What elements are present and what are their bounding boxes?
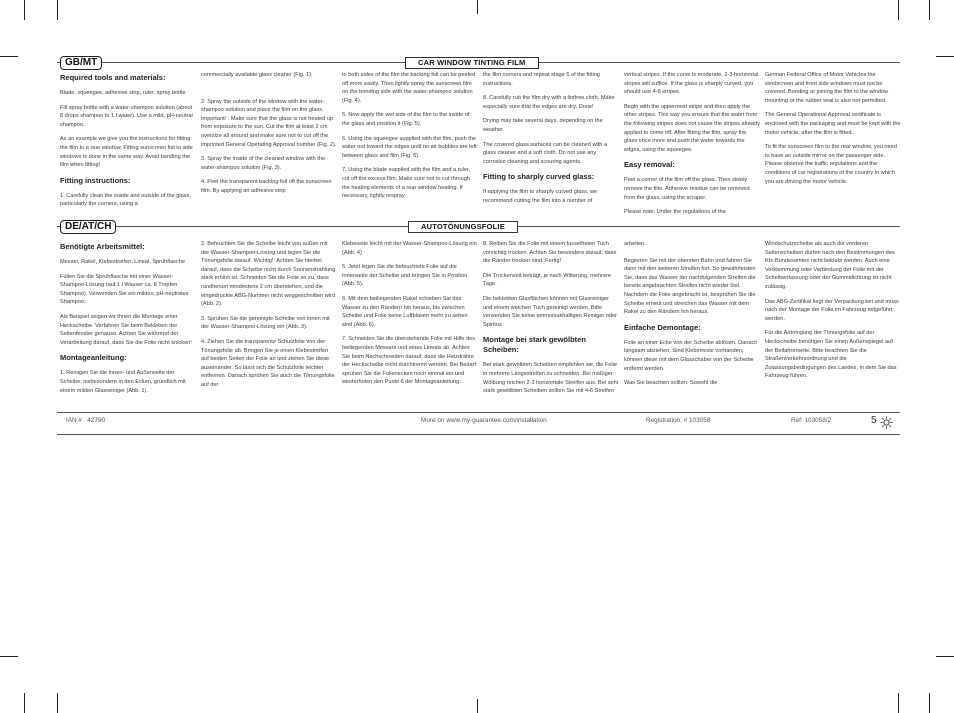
paragraph: If applying the film to sharply curved glass, we recommend cutting the film into a number of	[483, 189, 598, 204]
paragraph: 5. Jetzt legen Sie die befeuchtete Folie auf die Innenseite der Scheibe und bringen Sie in Position (Abb. 5).	[342, 264, 468, 288]
paragraph: 2. Spray the outside of the window with the water-shampoo solution and place the film on the glass. Important! : Make sure that the glass is not heated up from exposure to the sun. Cut the film at least 2 cm oversize all around and make sure not to cut off the imprinted General Operating Approval number (Fig. 2).	[201, 98, 337, 148]
paragraph: Das ABG-Zertifikat liegt der Verpackung bei und muss nach der Montage der Folie im Fahrzeug mitgeführt werden.	[765, 298, 899, 322]
en-column-4	[483, 71, 619, 217]
sun-icon	[880, 416, 893, 434]
paragraph: 2. Befeuchten Sie die Scheibe leicht von außen mit der Wasser-Shampoo-Lösung und legen Sie die Tönungsfolie darauf. Wichtig!: Achten Sie hierbei darauf, dass die Scheibe nicht durch Sonnenstrahlung stark erhitzt ist. Schneiden Sie die Folie so zu, dass rundherum mindestens 2 cm überstehen, und die eingedruckte ABG-Nummer nicht weggeschnitten wird (Abb. 2).	[201, 241, 336, 308]
paragraph: 7. Using the blade supplied with the film and a ruler, cut off the excess film. Make sure not to cut through the heating elements of a rear window heating. If necessary, lightly respray	[342, 167, 471, 200]
paragraph: 3. Sprühen Sie die gereinigte Scheibe von innen mit der Wasser-Shampoo-Lösung ein (Abb. 3).	[201, 315, 330, 331]
footer-rule-bottom	[57, 434, 900, 435]
paragraph: Windschutzscheibe als auch die vorderen Seitenscheiben dürfen nach den Bestimmungen des Kfz-Bundesamtes nicht beklebt werden. Auch eine Verklemmung oder Verbindung der Folie mit der Scheibenfassung oder der Gummidichtung ist nicht zulässig.	[765, 241, 895, 290]
heading-removal: Einfache Demontage:	[624, 322, 701, 332]
crop-mark	[929, 0, 930, 20]
paragraph: 8. Reiben Sie die Folie mit einem fusselfreien Tuch vorsichtig trocken. Achten Sie besonders darauf, dass die Ränder trocken sind. Fertig!	[483, 241, 617, 265]
heading-fitting: Montageanleitung:	[60, 353, 127, 363]
paragraph: 6. Using the squeegee supplied with the film, push the water out toward the edges until no air bubbles are left between glass and film (Fig. 6).	[342, 135, 477, 159]
heading-removal: Easy removal:	[624, 160, 675, 170]
paragraph: to both sides of the film the backing foil can be peeled off more easily. Then lightly spray the sunscreen film on the bonding side with the water-shampoo solution (Fig. 4).	[342, 72, 476, 104]
crop-mark	[57, 693, 58, 713]
paragraph: 1. Reinigen Sie die Innen- und Außenseite der Scheibe, insbesondere in den Ecken, gründlich mit einem milden Glasreiniger (Abb. 1).	[60, 370, 186, 394]
de-column-1	[60, 240, 196, 408]
paragraph: The covered glass surfaces can be cleaned with a glass cleaner and a soft cloth. Do not use any corrosive cleaning and scouring agents.	[483, 141, 608, 165]
paragraph: German Federal Office of Motor Vehicles the windscreen and front side windows must not be covered. Bonding or joining the film to the window mounting or the rubber seal is also not permitted.	[765, 72, 889, 104]
paragraph: Die Trockenzeit beträgt, je nach Witterung, mehrere Tage.	[483, 272, 612, 288]
paragraph: Folie an einer Ecke von der Scheibe ablösen. Danach langsam abziehen. Sind Kleberreste vorhanden, können diese mit dem Glasschaber von der Scheibe entfernt werden.	[624, 339, 758, 372]
de-column-6	[765, 240, 901, 408]
paragraph: 8. Carefully rub the film dry with a lintfree cloth. Make especially sure that the edges are dry. Done!	[483, 95, 615, 110]
crop-mark	[57, 0, 58, 20]
de-column-2	[201, 240, 337, 408]
language-badge-en: GB/MT	[60, 56, 102, 70]
heading-tools: Benötigte Arbeitsmittel:	[60, 242, 145, 251]
paragraph: Fill spray bottle with a water-shampoo solution (about 8 drops shampoo to 1 l water). Use a mild, pH-neutral shampoo.	[60, 104, 193, 128]
paragraph: Beginnen Sie mit der obersten Bahn und fahren Sie dann mit den weiteren Streifen fort. So gewährleisten Sie, dass das Wasser der nachfolgenden Streifen die bereits angebrachten Streifen nicht wieder löst. Nachdem die Folie angebracht ist, besprühen Sie die Scheibe erneut und streichen das Wasser mit dem Rakel zu den Rändern hin heraus.	[624, 257, 756, 316]
section-title-de: AUTOTÖNUNGSFOLIE	[408, 221, 518, 233]
language-badge-de: DE/AT/CH	[60, 220, 116, 234]
paragraph: Blade, squeegee, adhesive strip, ruler, spray bottle	[60, 90, 186, 96]
reference-number: Ref: 103058/2	[791, 417, 832, 424]
paragraph: 5. Now apply the wet side of the film to the inside of the glass and position it (Fig. 5).	[342, 112, 470, 127]
en-column-1	[60, 71, 196, 217]
en-column-3	[342, 71, 478, 217]
paragraph: 4. Ziehen Sie die transparente Schutzfolie von der Tönungsfolie ab. Bringen Sie je einen Klebestreifen auf beiden Seiten der Folie an und ziehen Sie diese auseinander. So lässt sich die Schutzfolie leichter entfernen. Danach sprühen Sie auch die Tönungsfolie auf der	[201, 338, 335, 388]
paragraph: Füllen Sie die Sprühflasche mit einer Wasser-Shampoo-Lösung (auf 1 l Wasser ca. 8 Tropfen Shampoo). Verwenden Sie ein mildes, pH-neutrales Shampoo.	[60, 273, 189, 306]
paragraph: Für die Anbringung der Tönungsfolie auf der Heckscheibe benötigen Sie einen Außenspiegel auf der Beifahrerseite. Bitte beachten Sie die Straßenverkehrsordnung und die Zulassungsbedingungen des Landes, in dem Sie das Fahrzeug führen.	[765, 330, 897, 380]
heading-curved-glass: Fitting to sharply curved glass:	[483, 172, 595, 182]
paragraph: Messer, Rakel, Klebestreifen, Lineal, Sprühflasche	[60, 259, 185, 265]
en-column-6	[765, 71, 901, 217]
crop-mark	[936, 656, 954, 657]
paragraph: Bei stark gewölbten Scheiben empfehlen wir, die Folie in mehrere Längsstreifen zu schneiden. Bei mäßiger Wölbung reichen 2-3 horizontale Streifen aus. Bei sehr stark gewölbten Scheiben sollten Sie mit 4-6 Streifen	[483, 362, 619, 395]
page-number: 5	[871, 415, 877, 426]
paragraph: Drying may take several days, depending on the weather.	[483, 118, 603, 133]
heading-fitting: Fitting instructions:	[60, 175, 131, 185]
footer-rule-top	[57, 412, 900, 413]
paragraph: Peel a corner of the film off the glass. Then slowly remove the film. Adhesive residue can be removed from the glass, using the scraper.	[624, 177, 750, 201]
paragraph: Begin with the uppermost stripe and then apply the other stripes. This way you ensure that the water from the following stripes does not cause the stripes already applied to come off. After fitting the film, spray the glass once more and push the water towards the edges, using the squeegee.	[624, 103, 760, 153]
crop-mark	[24, 0, 25, 20]
crop-mark	[929, 693, 930, 713]
paragraph: As an example we give you the instructions for fitting the film to a rear window. Fitting sunscreen foil to side windows is done in the same way. Avoid bending the film when fitting!	[60, 136, 193, 169]
section-title-en: CAR WINDOW TINTING FILM	[405, 57, 539, 69]
crop-mark	[24, 693, 25, 713]
paragraph: arbeiten.	[624, 241, 646, 247]
paragraph: The General Operational Approval certificate is enclosed with the packaging and must be kept with the motor vehicle, after the film is fitted.	[765, 112, 901, 136]
en-column-5	[624, 71, 760, 217]
paragraph: 3. Spray the inside of the cleaned window with the water-shampoo solution (Fig. 3).	[201, 156, 326, 171]
paragraph: 1. Carefully clean the inside and outside of the glass, particularly the corners, using a	[60, 192, 191, 208]
crop-mark	[0, 56, 18, 57]
heading-tools: Required tools and materials:	[60, 73, 166, 82]
en-column-2	[201, 71, 337, 217]
crop-mark	[0, 656, 18, 657]
crop-mark	[898, 0, 899, 20]
crop-mark	[936, 56, 954, 57]
paragraph: the film corners and repeat stage 6 of the fitting instructions.	[483, 72, 600, 87]
registration-mark	[477, 0, 478, 14]
paragraph: 6. Mit dem beiliegenden Rakel schieben Sie das Wasser zu den Rändern hin heraus, bis zwischen Scheibe und Folie keine Luftblasen mehr zu sehen sind (Abb. 6).	[342, 295, 468, 328]
paragraph: To fit the sunscreen film to the rear window, you need to have an outside mirror on the passenger side. Please observe the traffic regulations and the conditions of car registrations of the country in which you are driving the motor vehicle.	[765, 144, 897, 185]
paragraph: commercially available glass cleaner (Fig. 1).	[201, 72, 313, 78]
paragraph: 4. Peel the transparent backing foil off the sunscreen film. By applying an adhesive strip	[201, 179, 332, 194]
heading-curved-glass: Montage bei stark gewölbten Scheiben:	[483, 335, 586, 355]
paragraph: Was Sie beachten sollten: Sowohl die	[624, 380, 718, 387]
crop-mark	[898, 693, 899, 713]
installation-url: More on www.my-guarantee.com/installation	[421, 417, 547, 424]
paragraph: Please note: Under the regulations of the	[624, 209, 726, 216]
paragraph: Als Beispiel zeigen wir Ihnen die Montage einer Heckscheibe. Verfahren Sie beim Bekleben der Seitenfenster genauso. Achten Sie während der Verarbeitung darauf, dass Sie die Folie nicht knicken!	[60, 313, 192, 346]
paragraph: Klebeseite leicht mit der Wasser-Shampoo-Lösung ein (Abb. 4)	[342, 241, 477, 256]
de-column-4	[483, 240, 619, 408]
ian-number: IAN # 42790	[66, 417, 106, 424]
registration-number: Registration: # 103058	[646, 417, 711, 424]
paragraph: 7. Schneiden Sie die überstehende Folie mit Hilfe des beiliegenden Messers und eines Lineals ab. Achten Sie beim Nachschneiden darauf, dass die Heizdrähte der Heckscheibe nicht durchtrennt werden. Bei Bedarf sprühen Sie die Folienecken noch einmal ein und wiederholen den Punkt 6 der Montageanleitung.	[342, 336, 477, 386]
paragraph: Die beklebten Glasflächen können mit Glasreiniger und einem weichen Tuch gereinigt werden. Bitte verwenden Sie keine ammoniakhaltigen Reiniger oder Spiritus	[483, 295, 618, 328]
registration-mark	[477, 699, 478, 713]
de-column-3	[342, 240, 478, 408]
de-column-5	[624, 240, 760, 408]
paragraph: vertical stripes. If the curve is moderate, 2-3 horizontal stripes will suffice. If the glass is sharply curved, you should use 4-6 stripes.	[624, 72, 759, 96]
